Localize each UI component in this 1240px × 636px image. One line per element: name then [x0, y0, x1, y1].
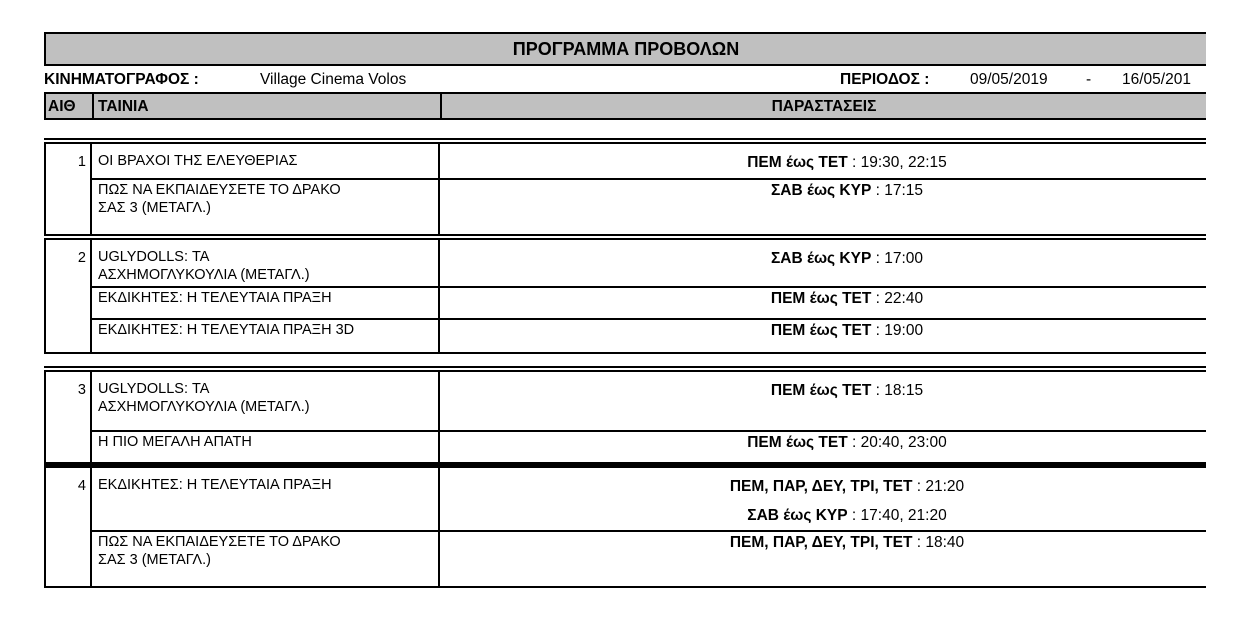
show-times: : 19:00 [871, 322, 924, 339]
showtimes [488, 290, 1206, 308]
table-row [92, 144, 1206, 178]
hall-number: 3 [77, 382, 86, 398]
show-times: : 18:40 [912, 534, 965, 551]
film-title [98, 248, 438, 284]
show-days: ΠΕΜ, ΠΑΡ, ΔΕΥ, ΤΡΙ, ΤΕΤ [729, 534, 913, 551]
film-title-line: ΑΣΧΗΜΟΓΛΥΚΟΥΛΙΑ (ΜΕΤΑΓΛ.) [98, 267, 310, 283]
show-times: : 17:40, 21:20 [847, 507, 947, 524]
film-title [98, 152, 438, 170]
show-times: : 17:15 [871, 182, 924, 199]
film-title-line: Η ΠΙΟ ΜΕΓΑΛΗ ΑΠΑΤΗ [98, 434, 252, 450]
show-times: : 18:15 [871, 382, 924, 399]
table-row [92, 372, 1206, 430]
table-row [92, 320, 1206, 352]
cinema-label: ΚΙΝΗΜΑΤΟΓΡΑΦΟΣ : [44, 71, 199, 88]
hall-group [44, 142, 1206, 236]
film-title-line: ΕΚΔΙΚΗΤΕΣ: Η ΤΕΛΕΥΤΑΙΑ ΠΡΑΞΗ [98, 477, 332, 493]
date-to: 16/05/201 [1122, 71, 1191, 88]
cinema-name: Village Cinema Volos [260, 71, 407, 88]
show-days: ΠΕΜ έως ΤΕΤ [770, 322, 872, 339]
film-title [98, 380, 438, 416]
show-days: ΣΑΒ έως ΚΥΡ [747, 507, 848, 524]
show-days: ΠΕΜ έως ΤΕΤ [770, 290, 872, 307]
film-title-line: ΕΚΔΙΚΗΤΕΣ: Η ΤΕΛΕΥΤΑΙΑ ΠΡΑΞΗ [98, 290, 332, 306]
show-times: : 21:20 [912, 478, 965, 495]
showtimes [488, 182, 1206, 200]
page-title: ΠΡΟΓΡΑΜΜΑ ΠΡΟΒΟΛΩΝ [44, 32, 1206, 66]
header-hall: ΑΙΘ [48, 98, 76, 115]
showtimes [488, 250, 1206, 268]
show-days: ΠΕΜ, ΠΑΡ, ΔΕΥ, ΤΡΙ, ΤΕΤ [729, 478, 913, 495]
film-title-line: ΠΩΣ ΝΑ ΕΚΠΑΙΔΕΥΣΕΤΕ ΤΟ ΔΡΑΚΟ [98, 534, 341, 550]
show-days: ΠΕΜ έως ΤΕΤ [747, 154, 848, 171]
film-title [98, 533, 438, 569]
hall-number: 1 [77, 154, 86, 170]
showtimes [488, 478, 1206, 496]
show-days: ΠΕΜ έως ΤΕΤ [747, 434, 848, 451]
show-days: ΠΕΜ έως ΤΕΤ [770, 382, 872, 399]
show-times: : 17:00 [871, 250, 924, 267]
show-times: : 20:40, 23:00 [847, 434, 947, 451]
info-line [44, 70, 1206, 90]
schedule-sheet [44, 32, 1206, 568]
date-dash: - [1086, 71, 1092, 88]
film-title [98, 476, 438, 494]
film-title [98, 321, 438, 339]
film-title-line: ΣΑΣ 3 (ΜΕΤΑΓΛ.) [98, 552, 211, 568]
header-shows: ΠΑΡΑΣΤΑΣΕΙΣ [771, 98, 877, 115]
film-title-line: ΣΑΣ 3 (ΜΕΤΑΓΛ.) [98, 200, 211, 216]
film-title [98, 433, 438, 451]
hall-group [44, 370, 1206, 466]
header-film: ΤΑΙΝΙΑ [98, 98, 149, 115]
table-row [92, 432, 1206, 464]
date-from: 09/05/2019 [970, 71, 1048, 88]
film-title-line: UGLYDOLLS: ΤΑ [98, 381, 210, 397]
showtimes [488, 322, 1206, 340]
film-title [98, 289, 438, 307]
hall-number: 4 [77, 478, 86, 494]
film-title-line: UGLYDOLLS: ΤΑ [98, 249, 210, 265]
table-row [92, 288, 1206, 318]
showtimes [488, 534, 1206, 552]
table-row [92, 180, 1206, 234]
table-row [92, 240, 1206, 286]
film-title-line: ΟΙ ΒΡΑΧΟΙ ΤΗΣ ΕΛΕΥΘΕΡΙΑΣ [98, 153, 298, 169]
table-row [92, 532, 1206, 586]
show-days: ΣΑΒ έως ΚΥΡ [770, 182, 872, 199]
film-title [98, 181, 438, 217]
hall-group [44, 238, 1206, 354]
film-title-line: ΑΣΧΗΜΟΓΛΥΚΟΥΛΙΑ (ΜΕΤΑΓΛ.) [98, 399, 310, 415]
table-row [92, 468, 1206, 530]
table-header [44, 92, 1206, 120]
film-title-line: ΕΚΔΙΚΗΤΕΣ: Η ΤΕΛΕΥΤΑΙΑ ΠΡΑΞΗ 3D [98, 322, 355, 338]
hall-number: 2 [77, 250, 86, 266]
showtimes [488, 382, 1206, 400]
show-times: : 22:40 [871, 290, 924, 307]
showtimes [488, 507, 1206, 525]
showtimes [488, 154, 1206, 172]
show-days: ΣΑΒ έως ΚΥΡ [770, 250, 872, 267]
hall-group [44, 466, 1206, 588]
film-title-line: ΠΩΣ ΝΑ ΕΚΠΑΙΔΕΥΣΕΤΕ ΤΟ ΔΡΑΚΟ [98, 182, 341, 198]
showtimes [488, 434, 1206, 452]
show-times: : 19:30, 22:15 [847, 154, 947, 171]
period-label: ΠΕΡΙΟΔΟΣ : [840, 71, 930, 88]
